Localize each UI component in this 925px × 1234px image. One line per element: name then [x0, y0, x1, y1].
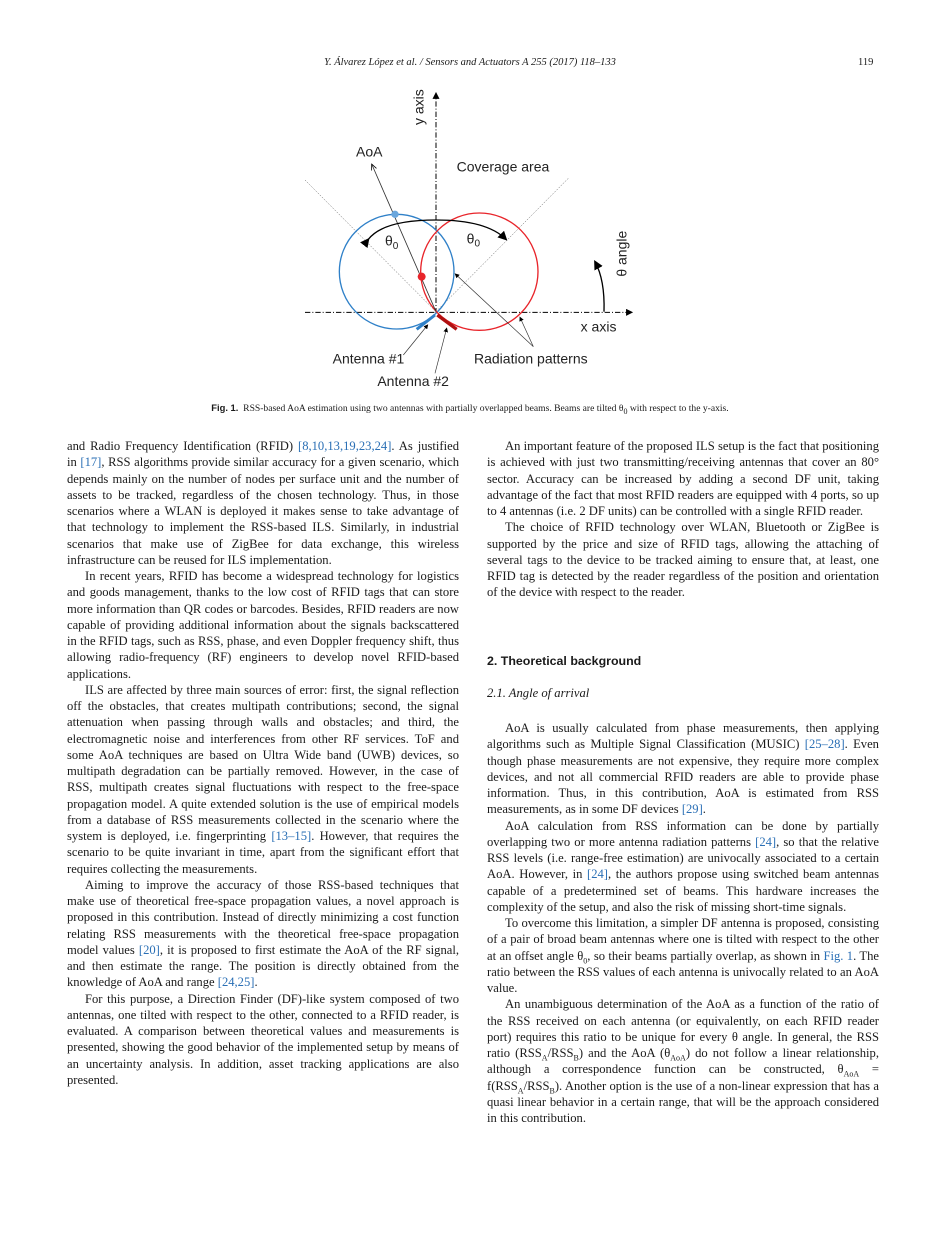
coverage-boundary-left	[305, 180, 436, 312]
text-run: , so their beams partially overlap, as shown in	[587, 948, 824, 963]
paragraph	[487, 818, 879, 916]
paragraph	[67, 568, 459, 682]
antenna-2-shape	[437, 315, 456, 329]
subscript: AoA	[843, 1069, 860, 1079]
text-run: RSS-based AoA estimation using two antennas with partially overlapped beams. Beams are tilted θ	[243, 403, 624, 414]
antenna-1-pointer	[403, 325, 427, 355]
left-column	[67, 438, 459, 1088]
text-run: ILS are affected by three main sources of error: first, the signal reflection off the obstacles, that creates multipath contributions; second, the signal attenuation when passing through walls and obstacles; and third, the electromagnetic noise and interferences from other RF services. ToF and some AoA techniques are based on Ultra Wide band (UWB) devices, so multipath degradation can be partially removed. However, in the case of RSS, multipath creates signal fluctuations with respect to the free-space propagation model. A quite extended solution is the use of empirical models from a database of RSS measurements collected in the scenario where the system is deployed, i.e. fingerprinting	[67, 682, 459, 843]
red-dot	[418, 273, 426, 281]
citation-link[interactable]: [13–15]	[271, 829, 312, 843]
text-run: . Even though phase measurements are not expensive, they require more complex devices, and not all commercial RFID readers are able to provide phase information. Thus, in this contribution, AoA is estimated from RSS measurements, as in some DF devices	[487, 737, 879, 817]
text-run: . However, that requires the scenario to be quite invariant in time, apart from the significant effort that requires collecting the measurements.	[67, 829, 459, 876]
red-radiation-pattern	[421, 213, 538, 330]
text-run: , RSS algorithms provide similar accuracy for a given scenario, which depends mainly on the number of nodes per surface unit and the number of assets to be tracked, regardless of the chosen technology. Thus, in those scenarios where a WLAN is deployed it makes sense to take advantage of that technology to implement the RSS-based ILS. Similarly, in industrial scenarios that make use of ZigBee for data exchange, this wireless infrastructure can be reused for ILS implementation.	[67, 455, 459, 567]
text-run: = f(RSS	[487, 1062, 879, 1093]
aoa-label: AoA	[356, 143, 383, 160]
text-run: To overcome this limitation, a simpler DF antenna is proposed, consisting of a pair of broad beam antennas where one is tilted with respect to the other at an offset angle θ	[487, 916, 879, 963]
coverage-area-label: Coverage area	[456, 158, 550, 175]
text-run: ). Another option is the use of a non-linear expression that has a quasi linear behavior in a certain range, that will be the approach considered in this contribution.	[487, 1078, 879, 1125]
page-number: 119	[858, 57, 874, 68]
radiation-pointer-1	[455, 274, 533, 347]
text-run: The choice of RFID technology over WLAN, Bluetooth or ZigBee is supported by the price and size of RFID tags, allowing the attaching of several tags to the device to be tracked aiming to ensure that, at least, one RFID tag is detected by the reader regardless of the position and orientation of the device with respect to the reader.	[487, 520, 879, 600]
text-run: . The ratio between the RSS values of each antenna is univocally related to an AoA value.	[487, 948, 879, 995]
caption-text	[243, 403, 729, 414]
subscript: A	[541, 1053, 548, 1063]
text-run: ) and the AoA (θ	[578, 1046, 671, 1060]
figure-label: Fig. 1.	[211, 402, 239, 413]
aoa-arrow	[372, 164, 436, 312]
text-run: , the authors propose using switched beam antennas capable of a predetermined set of beams. This hardware increases the complexity of the setup, and also the risk of missing short-time signals.	[487, 867, 879, 914]
paragraph	[67, 682, 459, 877]
y-axis-label: y axis	[410, 89, 427, 125]
text-run: , it is proposed to first estimate the AoA of the RF signal, and then estimate the range. The position is directly obtained from the knowledge of AoA and range	[67, 942, 459, 990]
citation-link[interactable]: [24,25]	[217, 975, 255, 990]
paragraph	[67, 991, 459, 1089]
citation-link[interactable]: [24]	[587, 867, 608, 882]
citation-link[interactable]: [25–28]	[804, 737, 845, 752]
figure-caption	[60, 402, 880, 414]
antenna-2-label: Antenna #2	[377, 373, 449, 389]
coverage-boundary-right	[436, 178, 568, 311]
citation-link[interactable]: [8,10,13,19,23,24]	[298, 439, 392, 453]
right-column-top	[487, 438, 879, 601]
theta0-left-label: $\theta_0$	[385, 232, 399, 252]
right-column-bottom	[487, 720, 879, 1126]
paragraph	[487, 720, 879, 818]
subscript: B	[549, 1086, 555, 1096]
citation-link[interactable]: [20]	[138, 942, 160, 957]
theta0-right-label: $\theta_0$	[466, 230, 481, 250]
citation-link[interactable]: [17]	[80, 455, 102, 470]
text-run: ) do not follow a linear relationship, although a correspondence function can be constructed, θ	[487, 1046, 880, 1077]
subscript: AoA	[670, 1053, 686, 1063]
paragraph	[67, 438, 459, 568]
citation-link[interactable]: [24]	[755, 834, 777, 849]
text-run: , so that the relative RSS levels (i.e. range-free estimation) are univocally associated to a certain AoA. However, in	[487, 834, 880, 882]
text-run: and Radio Frequency Identification (RFID)	[67, 439, 298, 453]
journal-citation: Y. Álvarez López et al. / Sensors and Actuators A 255 (2017) 118–133	[324, 57, 616, 68]
text-run: AoA is usually calculated from phase measurements, then applying algorithms such as Multiple Signal Classification (MUSIC)	[487, 721, 879, 752]
text-run: Aiming to improve the accuracy of those RSS-based techniques that make use of theoretical free-space propagation values, a novel approach is proposed in this contribution. Instead of directly minimizing a cost function relating RSS measurements with the theoretical free-space propagation model values	[67, 877, 459, 957]
paragraph	[487, 519, 879, 600]
subscript: 0	[623, 406, 628, 416]
text-run: In recent years, RFID has become a widespread technology for logistics and goods management, thanks to the low cost of RFID tags that can store more information than QR codes or barcodes. Besides, RFID readers are now capable of providing additional information about the signals backscattered in the RFID tags, such as RSS, phase, and even Doppler frequency shift, thus allowing radio-frequency (RF) engineers to develop novel RFID-based applications.	[67, 569, 459, 681]
radiation-patterns-label: Radiation patterns	[474, 350, 588, 367]
paragraph	[487, 996, 879, 1126]
x-axis-label: x axis	[580, 318, 617, 335]
theta-angle-label: θ angle	[613, 230, 630, 277]
antenna-2-pointer	[435, 328, 447, 373]
text-run: An important feature of the proposed ILS setup is the fact that positioning is achieved with just two transmitting/receiving antennas that cover an 80° sector. Accuracy can be increased by adding a second DF unit, taking advantage of the fact that most RFID readers are equipped with 4 ports, so up to 4 antennas (i.e. 2 DF units) can be controlled with a single RFID reader.	[487, 439, 879, 518]
figure-1-diagram	[300, 80, 640, 390]
theta-angle-arrow	[595, 262, 604, 312]
text-run: .	[702, 802, 706, 817]
citation-link[interactable]: Fig. 1	[823, 948, 854, 963]
blue-dot	[391, 211, 398, 218]
text-run: /RSS	[523, 1078, 550, 1093]
text-run: .	[254, 975, 258, 990]
subscript: 0	[583, 956, 588, 966]
text-run: AoA calculation from RSS information can be done by partially overlapping two or more antenna radiation patterns	[487, 818, 879, 849]
text-run: /RSS	[547, 1046, 574, 1060]
antenna-1-label: Antenna #1	[332, 350, 405, 367]
text-run: For this purpose, a Direction Finder (DF)-like system composed of two antennas, one tilted with respect to the other, connected to a RFID reader, is evaluated. A comparison between theoretical values and measurements is presented, showing the good behavior of the implemented setup by means of an uncertainty analysis. In addition, asset tracking applications are also presented.	[67, 991, 459, 1087]
section-heading: 2. Theoretical background	[487, 654, 642, 668]
radiation-pointer-2	[520, 317, 533, 346]
text-run: with respect to the y-axis.	[627, 403, 729, 414]
paragraph	[487, 438, 879, 519]
subscript: B	[573, 1053, 579, 1063]
text-run: An unambiguous determination of the AoA as a function of the ratio of the RSS received on each antenna (or equivalently, on each RFID reader port) requires this ratio to be unique for every θ angle. In general, the RSS ratio (RSS	[487, 997, 879, 1060]
subscript: A	[517, 1086, 524, 1096]
paragraph	[487, 915, 879, 996]
subsection-heading: 2.1. Angle of arrival	[487, 686, 590, 700]
citation-link[interactable]: [29]	[681, 802, 703, 817]
text-run: . As justified in	[67, 439, 459, 470]
paragraph	[67, 877, 459, 991]
